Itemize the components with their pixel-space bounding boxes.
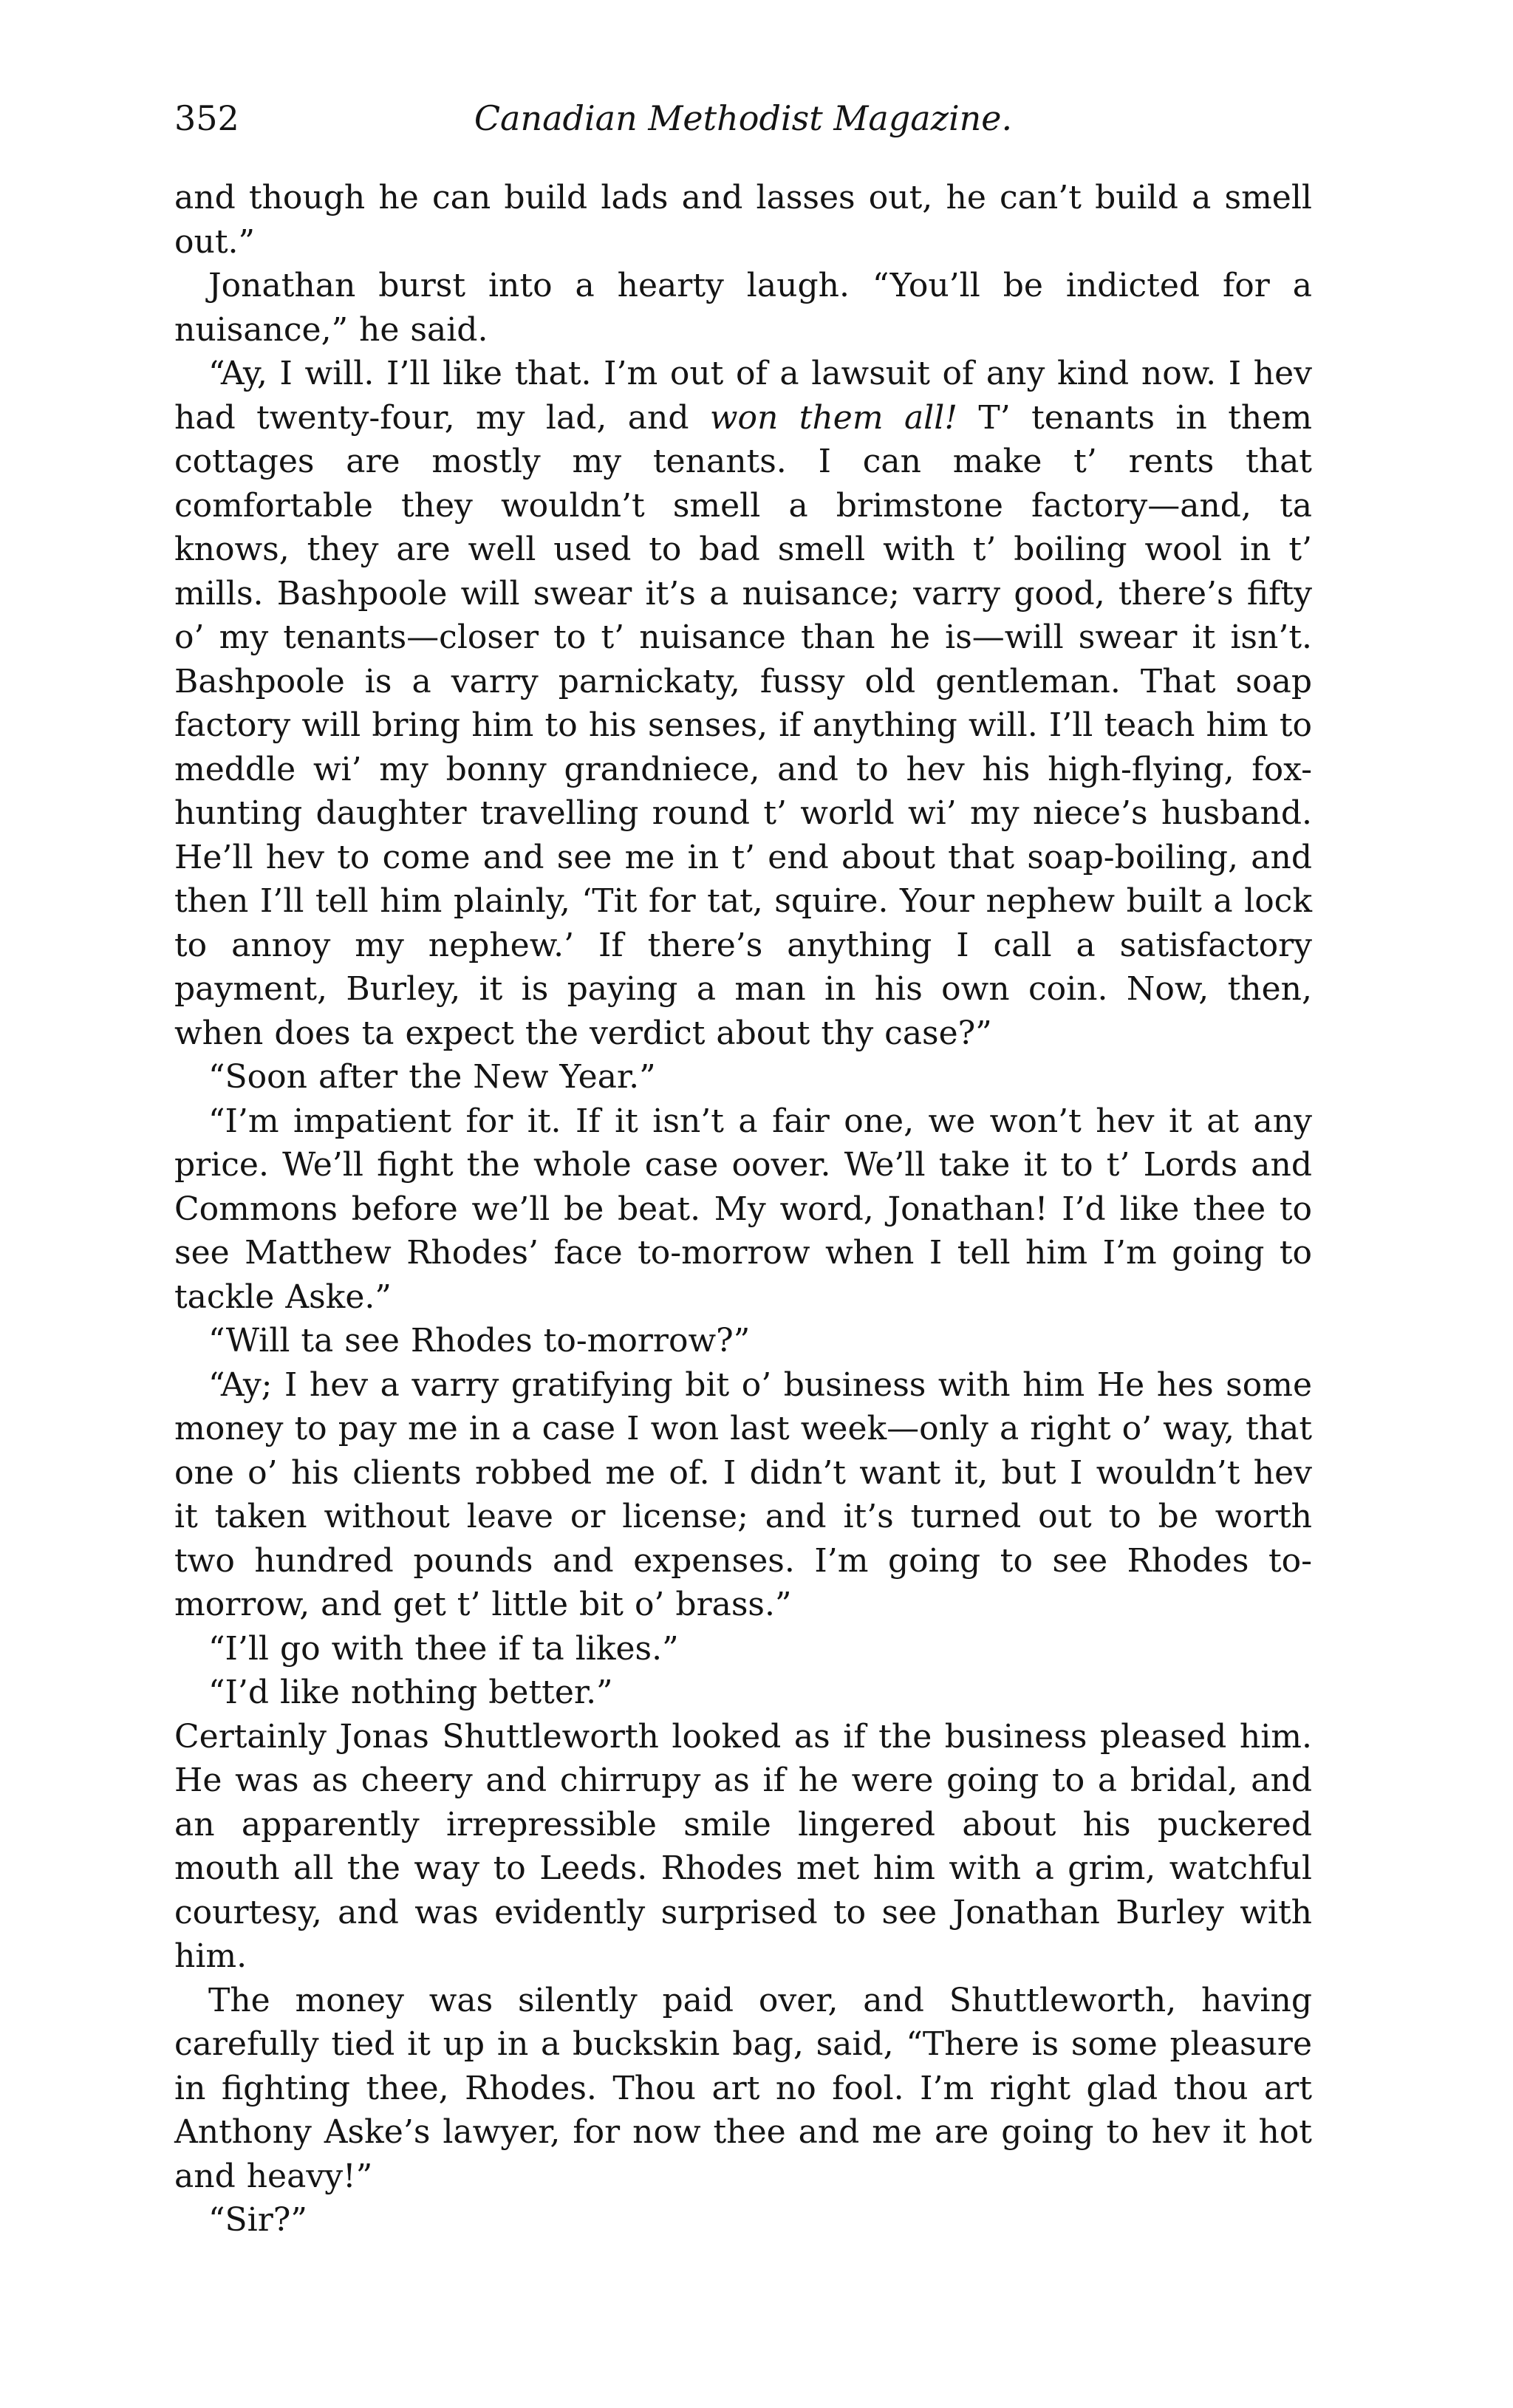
paragraph: The money was silently paid over, and Shuttleworth, having carefully tied it up in a buckskin bag, said, “There is some pleasure in fighting thee, Rhodes. Thou art no fool. I’m right glad thou art Anthony Aske’s lawyer, for now thee and me are going to hev it hot and heavy!” — [174, 1981, 1312, 2195]
magazine-page — [174, 89, 1312, 2242]
page-number: 352 — [174, 98, 239, 138]
body-text — [174, 176, 1312, 2242]
running-title: Canadian Methodist Magazine. — [474, 98, 1013, 138]
paragraph-text-end: T’ tenants in them cottages are mostly my tenants. I can make t’ rents that comfortable they wouldn’t smell a brimstone factory—and, ta knows, they are well used to bad smell with t’ boiling wool in t’ mills. Bashpoole will swear it’s a nuisance; varry good, there’s fifty o’ my tenants—closer to t’ nuisance than he is—will swear it isn’t. Bashpoole is a varry parnickaty, fussy old gentleman. That soap factory will bring him to his senses, if anything will. I’ll teach him to meddle wi’ my bonny grandniece, and to hev his high-flying, fox-hunting daughter travelling round t’ world wi’ my niece’s husband. He’ll hev to come and see me in t’ end about that soap-boiling, and then I’ll tell him plainly, ‘Tit for tat, squire. Your nephew built a lock to annoy my nephew.’ If there’s anything I call a satisfactory payment, Burley, it is paying a man in his own coin. Now, then, when does ta expect the verdict about thy case?” — [174, 398, 1312, 1052]
paragraph: “Ay; I hev a varry gratifying bit o’ business with him He hes some money to pay me in a case I won last week—only a right o’ way, that one o’ his clients robbed me of. I didn’t want it, but I wouldn’t hev it taken without leave or license; and it’s turned out to be worth two hundred pounds and expenses. I’m going to see Rhodes to-morrow, and get t’ little bit o’ brass.” — [174, 1365, 1312, 1623]
paragraph-text-start: “Ay, I will. I’ll like that. I’m out of a lawsuit of any kind now. I hev had twenty-four, my lad, and — [174, 355, 1312, 437]
paragraph: “I’m impatient for it. If it isn’t a fair one, we won’t hev it at any price. We’ll fight the whole case oover. We’ll take it to t’ Lords and Commons before we’ll be beat. My word, Jonathan! I’d like thee to see Matthew Rhodes’ face to-morrow when I tell him I’m going to tackle Aske.” — [174, 1102, 1312, 1316]
paragraph: Jonathan burst into a hearty laugh. “You’ll be indicted for a nuisance,” he said. — [174, 267, 1312, 349]
paragraph — [174, 352, 1312, 1055]
paragraph: “I’ll go with thee if ta likes.” — [208, 1629, 679, 1668]
paragraph: “Will ta see Rhodes to-morrow?” — [208, 1322, 751, 1360]
paragraph: and though he can build lads and lasses out, he can’t build a smell out.” — [174, 179, 1312, 261]
paragraph: Certainly Jonas Shuttleworth looked as if the business pleased him. He was as cheery and chirrupy as if he were going to a bridal, and an apparently irrepressible smile lingered about his puckered mouth all the way to Leeds. Rhodes met him with a grim, watchful courtesy, and was evidently surprised to see Jonathan Burley with him. — [174, 1717, 1312, 1975]
paragraph: “Sir?” — [208, 2201, 307, 2239]
page-header — [174, 89, 1312, 148]
paragraph: “Soon after the New Year.” — [208, 1058, 656, 1096]
emphasized-text: won them all! — [709, 398, 958, 437]
paragraph: “I’d like nothing better.” — [208, 1674, 613, 1711]
